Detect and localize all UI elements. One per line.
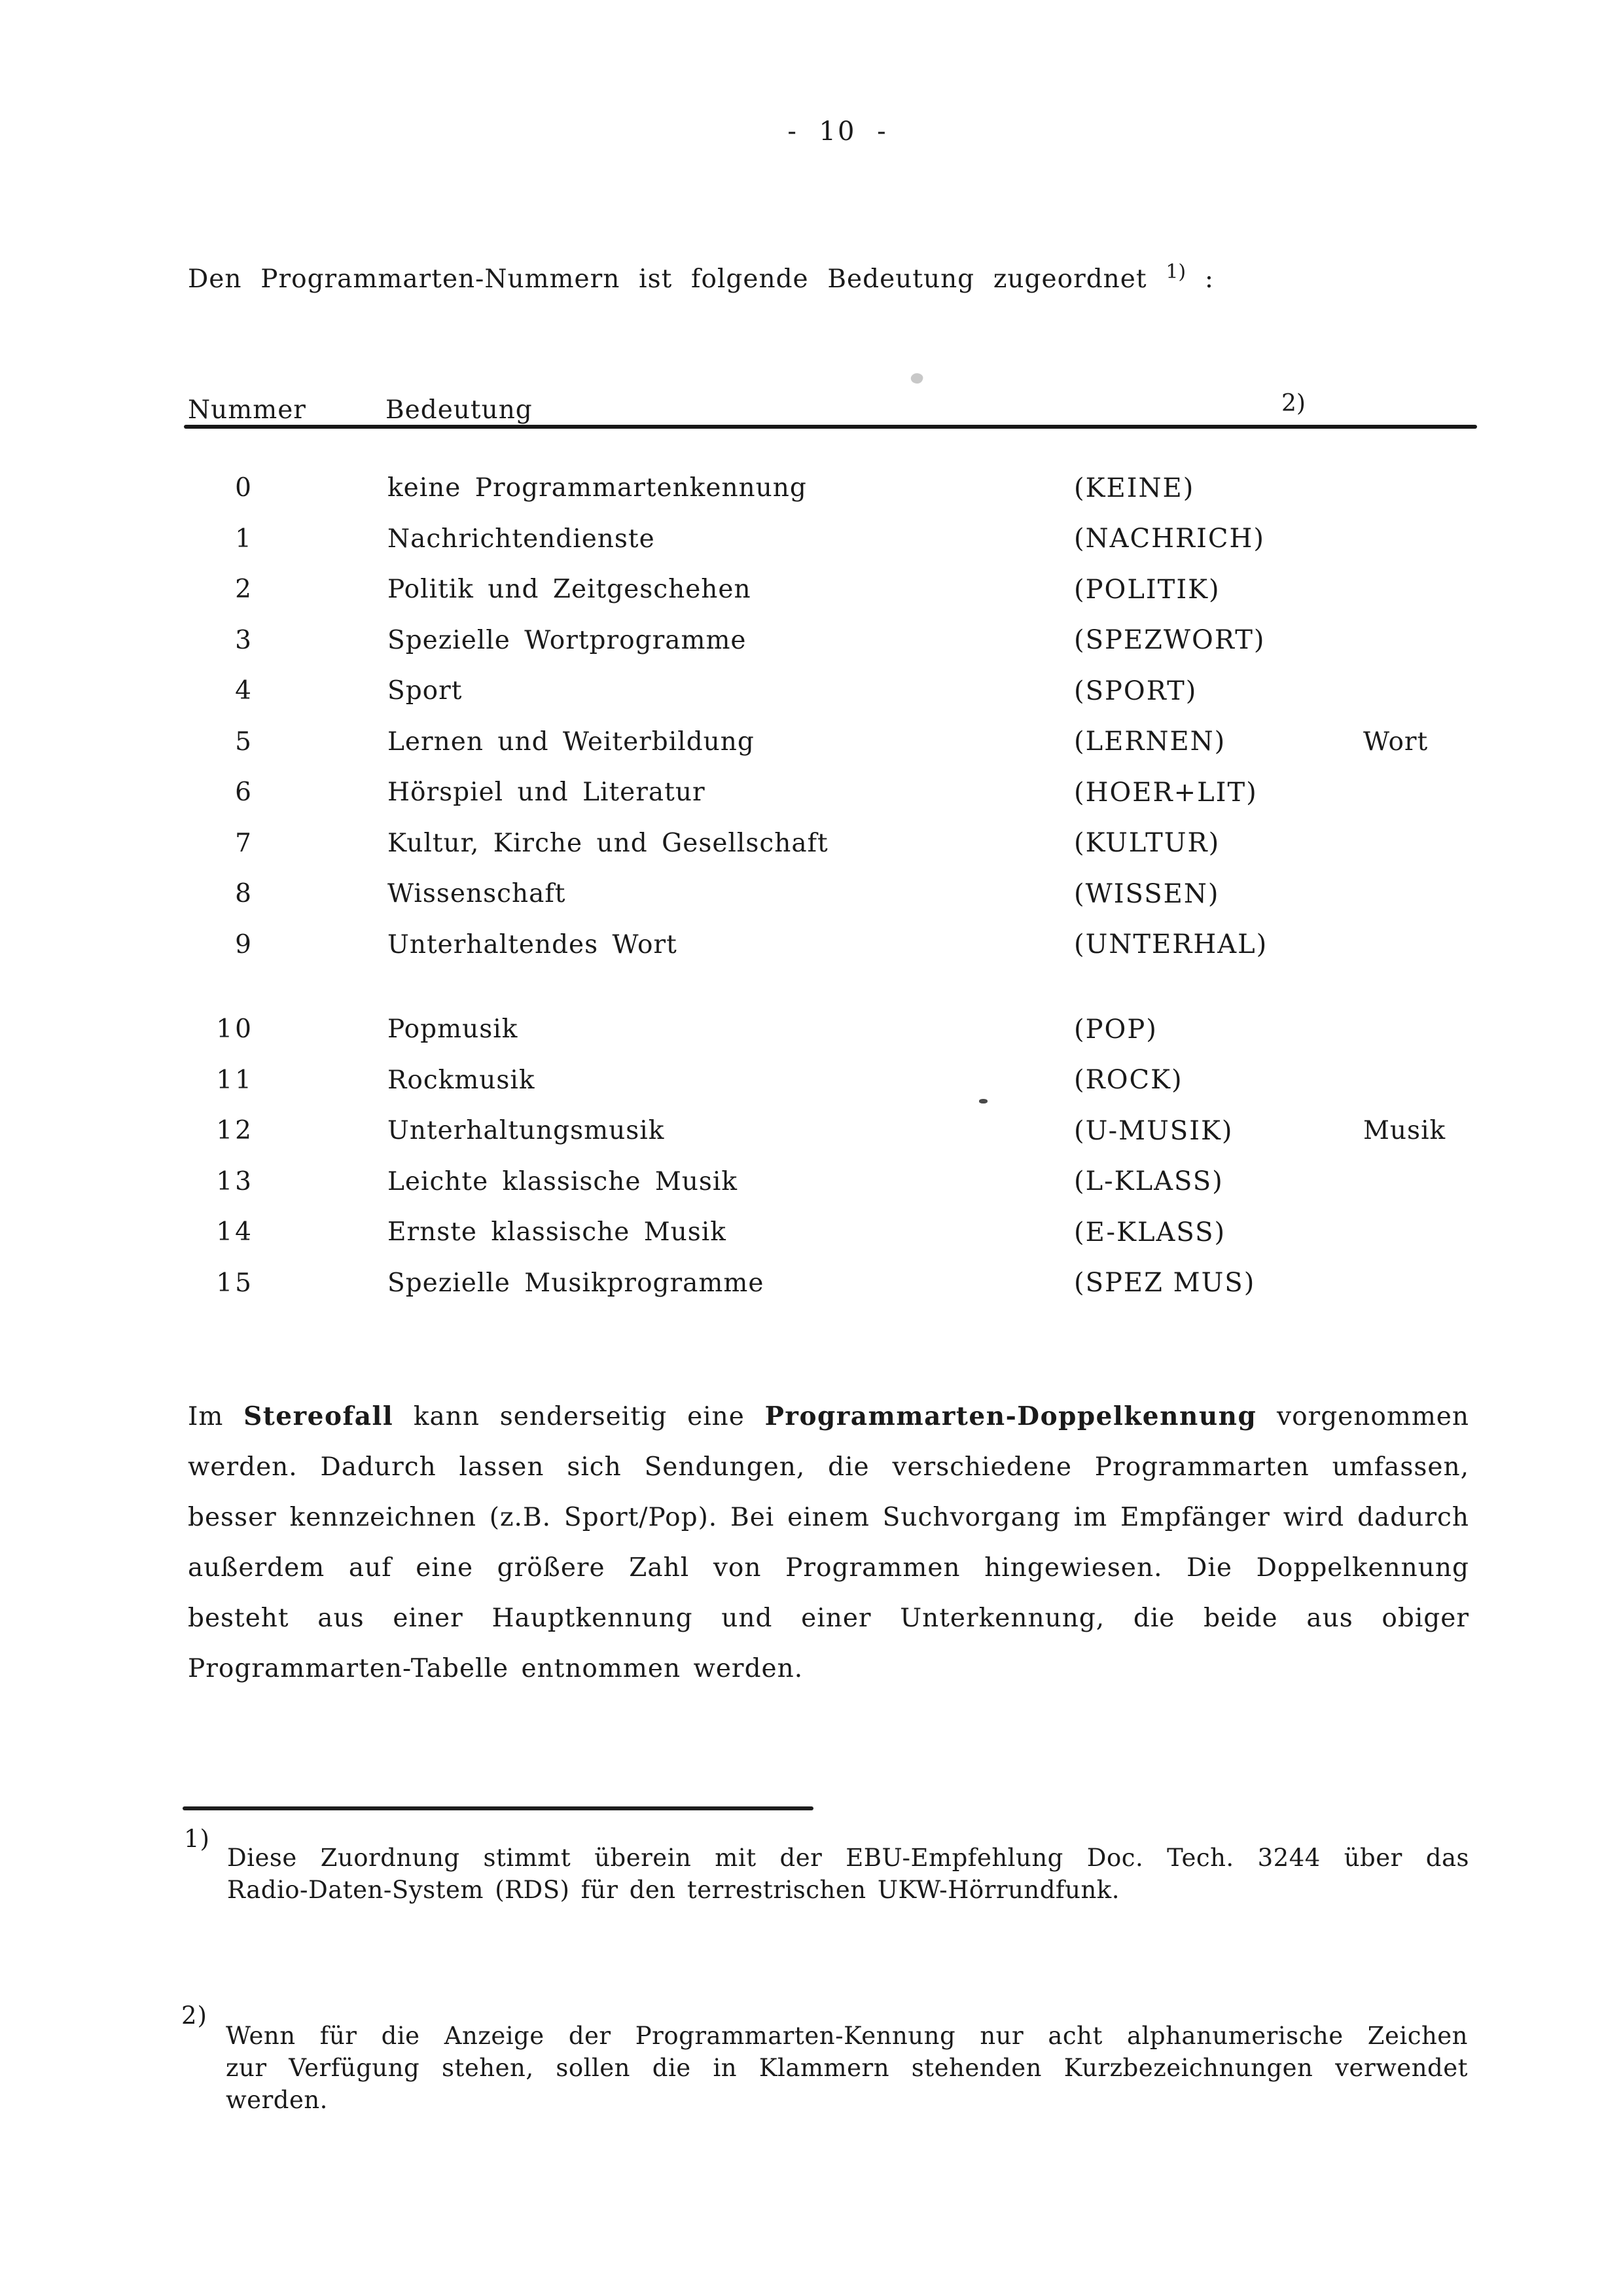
- row-number: 4: [235, 676, 254, 706]
- footnote-line: zur Verfügung stehen, sollen die in Klammern stehenden Kurzbezeichnungen verwendet: [226, 2054, 1468, 2082]
- row-meaning: Politik und Zeitgeschehen: [387, 575, 751, 605]
- row-code: (LERNEN): [1074, 726, 1226, 757]
- footnote-1-text: [227, 1842, 1469, 1906]
- row-meaning: Wissenschaft: [387, 879, 566, 909]
- row-code: (NACHRICH): [1074, 524, 1265, 554]
- row-code: (L-KLASS): [1074, 1166, 1224, 1197]
- paragraph-line: [188, 1442, 1469, 1492]
- table-row: [185, 869, 1481, 920]
- row-number: 2: [235, 575, 254, 605]
- table-row: [185, 1105, 1481, 1157]
- row-code: (ROCK): [1074, 1065, 1183, 1096]
- intro-sentence: [188, 260, 1214, 294]
- footnote-line: Wenn für die Anzeige der Programmarten-Kennung nur acht alphanumerische Zeichen: [226, 2022, 1468, 2050]
- table-row: [185, 463, 1481, 514]
- row-code: (KEINE): [1074, 473, 1195, 503]
- paragraph-text: Im: [188, 1402, 244, 1431]
- footnote-line: Diese Zuordnung stimmt überein mit der EBU-Empfehlung Doc. Tech. 3244 über das: [227, 1844, 1469, 1872]
- footnote-2-text: [226, 2020, 1468, 2116]
- row-meaning: Sport: [387, 676, 463, 706]
- paragraph-text: besser kennzeichnen (z.B. Sport/Pop). Bei einem Suchvorgang im Empfänger wird dadurch: [188, 1503, 1469, 1532]
- footnote-ref-2: 2): [1281, 390, 1306, 417]
- table-row: [185, 920, 1481, 971]
- table-row: [185, 1258, 1481, 1309]
- intro-colon: :: [1204, 264, 1214, 294]
- row-number: 14: [216, 1217, 254, 1247]
- table-row: [185, 818, 1481, 869]
- row-number: 10: [216, 1014, 254, 1045]
- intro-text: Den Programmarten-Nummern ist folgende Bedeutung zugeordnet: [188, 264, 1147, 294]
- row-code: (SPEZ MUS): [1074, 1268, 1256, 1299]
- row-meaning: Leichte klassische Musik: [387, 1166, 738, 1196]
- paragraph-text: werden. Dadurch lassen sich Sendungen, die verschiedene Programmarten umfassen,: [188, 1452, 1469, 1482]
- paragraph-text: kann senderseitig eine: [393, 1402, 765, 1431]
- row-code: (SPEZWORT): [1074, 625, 1266, 656]
- table-row: [185, 564, 1481, 615]
- footnote-1-marker: 1): [184, 1825, 210, 1853]
- row-number: 12: [216, 1116, 254, 1146]
- scan-dot: [979, 1099, 988, 1103]
- table-row: [185, 767, 1481, 818]
- row-code: (SPORT): [1074, 675, 1198, 706]
- row-number: 13: [216, 1166, 254, 1196]
- program-type-table: [185, 463, 1481, 1308]
- paragraph-line: [188, 1643, 1469, 1694]
- row-number: 9: [235, 929, 254, 960]
- table-row: [185, 1207, 1481, 1258]
- paragraph-line: [188, 1492, 1469, 1543]
- row-code: (UNTERHAL): [1074, 929, 1268, 960]
- paragraph-line: [188, 1391, 1469, 1442]
- row-meaning: Hörspiel und Literatur: [387, 778, 705, 808]
- row-meaning: Popmusik: [387, 1014, 518, 1045]
- paragraph-text: Programmarten-Tabelle entnommen werden.: [188, 1654, 804, 1683]
- row-number: 3: [235, 625, 254, 655]
- paragraph-text: besteht aus einer Hauptkennung und einer Unterkennung, die beide aus obiger: [188, 1604, 1469, 1633]
- row-code: (U-MUSIK): [1074, 1115, 1234, 1146]
- body-paragraph: [188, 1391, 1469, 1694]
- row-number: 15: [216, 1268, 254, 1298]
- row-number: 5: [235, 726, 254, 757]
- row-number: 11: [216, 1065, 254, 1095]
- row-group-label: Musik: [1363, 1116, 1446, 1146]
- row-code: (HOER+LIT): [1074, 777, 1258, 808]
- row-meaning: Rockmusik: [387, 1065, 535, 1095]
- row-meaning: Unterhaltungsmusik: [387, 1116, 665, 1146]
- table-header-rule: [184, 425, 1477, 429]
- row-meaning: Spezielle Musikprogramme: [387, 1268, 764, 1298]
- row-code: (WISSEN): [1074, 878, 1220, 909]
- row-group-label: Wort: [1363, 726, 1429, 757]
- row-meaning: keine Programmartenkennung: [387, 473, 807, 503]
- page-number: - 10 -: [787, 117, 888, 147]
- scan-speck: [910, 371, 924, 385]
- row-code: (POP): [1074, 1014, 1158, 1045]
- row-code: (POLITIK): [1074, 574, 1221, 605]
- emphasized-text: Programmarten-Doppelkennung: [764, 1401, 1257, 1431]
- table-row: [185, 514, 1481, 565]
- row-meaning: Lernen und Weiterbildung: [387, 726, 755, 757]
- row-meaning: Nachrichtendienste: [387, 524, 655, 554]
- column-header-bedeutung: Bedeutung: [385, 395, 533, 425]
- row-number: 8: [235, 879, 254, 909]
- paragraph-text: außerdem auf eine größere Zahl von Programmen hingewiesen. Die Doppelkennung: [188, 1553, 1469, 1583]
- row-code: (E-KLASS): [1074, 1217, 1226, 1247]
- emphasized-text: Stereofall: [243, 1401, 394, 1431]
- row-meaning: Unterhaltendes Wort: [387, 929, 677, 960]
- table-row: [185, 717, 1481, 768]
- paragraph-text: vorgenommen: [1257, 1402, 1469, 1431]
- table-row: [185, 666, 1481, 717]
- table-row: [185, 1004, 1481, 1055]
- row-meaning: Kultur, Kirche und Gesellschaft: [387, 828, 829, 858]
- footnote-separator-rule: [183, 1806, 813, 1810]
- row-meaning: Ernste klassische Musik: [387, 1217, 726, 1247]
- footnote-ref-1: 1): [1166, 260, 1186, 283]
- footnote-line: Radio-Daten-System (RDS) für den terrestrischen UKW-Hörrundfunk.: [227, 1876, 1120, 1904]
- row-number: 6: [235, 778, 254, 808]
- row-code: (KULTUR): [1074, 828, 1221, 859]
- column-header-nummer: Nummer: [188, 395, 306, 425]
- paragraph-line: [188, 1593, 1469, 1643]
- row-number: 0: [235, 473, 254, 503]
- paragraph-line: [188, 1543, 1469, 1593]
- footnote-2-marker: 2): [181, 2001, 207, 2030]
- footnote-line: werden.: [226, 2086, 328, 2114]
- row-number: 7: [235, 828, 254, 858]
- row-number: 1: [235, 524, 254, 554]
- row-meaning: Spezielle Wortprogramme: [387, 625, 747, 655]
- table-row: [185, 1055, 1481, 1106]
- table-row: [185, 615, 1481, 666]
- table-row: [185, 1157, 1481, 1208]
